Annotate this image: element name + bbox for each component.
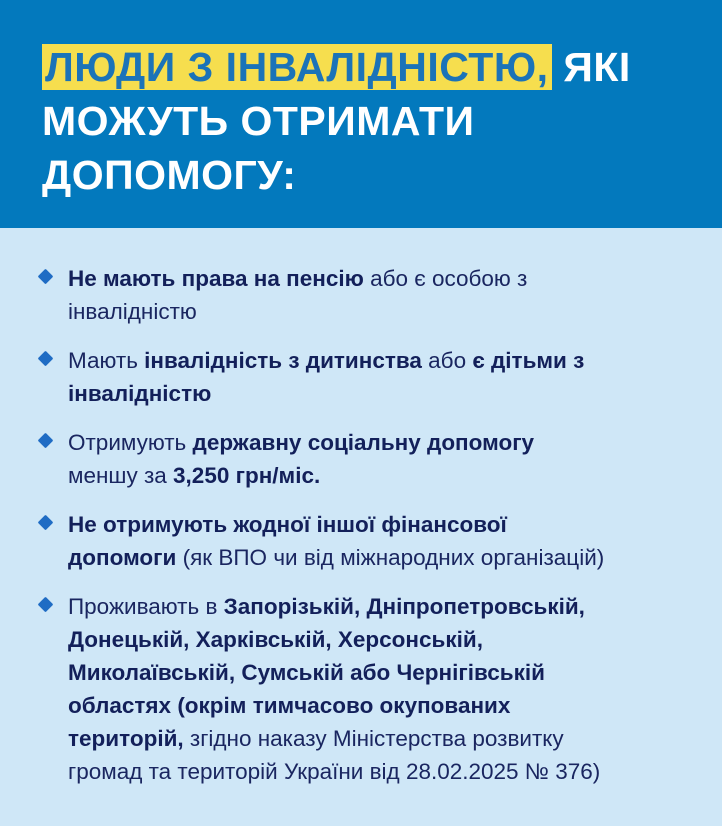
list-item-line: [68, 295, 722, 328]
list-item-line: [68, 656, 722, 689]
text: Мають: [68, 348, 145, 373]
list-item: [0, 508, 722, 574]
diamond-bullet-icon: [38, 433, 54, 449]
bold-text: територій,: [68, 726, 184, 751]
bold-text: інвалідність з дитинства: [144, 348, 422, 373]
eligibility-list: [0, 262, 722, 804]
text: (як ВПО чи від міжнародних організацій): [176, 545, 605, 570]
title-line-3: ДОПОМОГУ:: [42, 152, 297, 198]
page-title: [42, 40, 631, 202]
bold-text: Донецькій, Харківській, Херсонській,: [68, 627, 483, 652]
bold-text: Миколаївській, Сумській або Чернігівській: [68, 660, 545, 685]
text: Отримують: [68, 430, 193, 455]
text: меншу за: [68, 463, 174, 488]
diamond-bullet-icon: [38, 351, 54, 367]
list-item-line: [68, 755, 722, 788]
bold-text: Запорізькій, Дніпропетровській,: [223, 594, 585, 619]
text: Проживають в: [68, 594, 224, 619]
list-item-line: [68, 377, 722, 410]
list-item-line: [68, 689, 722, 722]
diamond-bullet-icon: [38, 597, 54, 613]
text: згідно наказу Міністерства розвитку: [183, 726, 564, 751]
bold-text: інвалідністю: [68, 381, 212, 406]
list-item-line: [68, 623, 722, 656]
list-item-line: [68, 426, 722, 459]
list-item-line: [68, 344, 722, 377]
bold-text: Не мають права на пенсію: [68, 266, 364, 291]
list-item-line: [68, 590, 722, 623]
list-item: [0, 344, 722, 410]
text: інвалідністю: [68, 299, 197, 324]
list-item-line: [68, 262, 722, 295]
list-item: [0, 590, 722, 788]
text: або: [421, 348, 473, 373]
list-item: [0, 262, 722, 328]
list-item-line: [68, 541, 722, 574]
bold-text: Не отримують жодної іншої фінансової: [68, 512, 507, 537]
list-item-line: [68, 508, 722, 541]
diamond-bullet-icon: [38, 269, 54, 285]
text: громад та територій України від 28.02.2025 № 376): [68, 759, 601, 784]
bold-text: областях (окрім тимчасово окупованих: [68, 693, 511, 718]
title-rest: ЯКІ: [551, 44, 631, 90]
text: або є особою з: [363, 266, 528, 291]
bold-text: є дітьми з: [472, 348, 585, 373]
diamond-bullet-icon: [38, 515, 54, 531]
list-item-line: [68, 459, 722, 492]
bold-text: 3,250 грн/міс.: [173, 463, 321, 488]
bold-text: допомоги: [68, 545, 177, 570]
list-item: [0, 426, 722, 492]
list-item-line: [68, 722, 722, 755]
bold-text: державну соціальну допомогу: [192, 430, 535, 455]
title-highlight: ЛЮДИ З ІНВАЛІДНІСТЮ,: [42, 44, 552, 90]
title-line-2: МОЖУТЬ ОТРИМАТИ: [42, 98, 475, 144]
header-banner: [0, 0, 722, 228]
